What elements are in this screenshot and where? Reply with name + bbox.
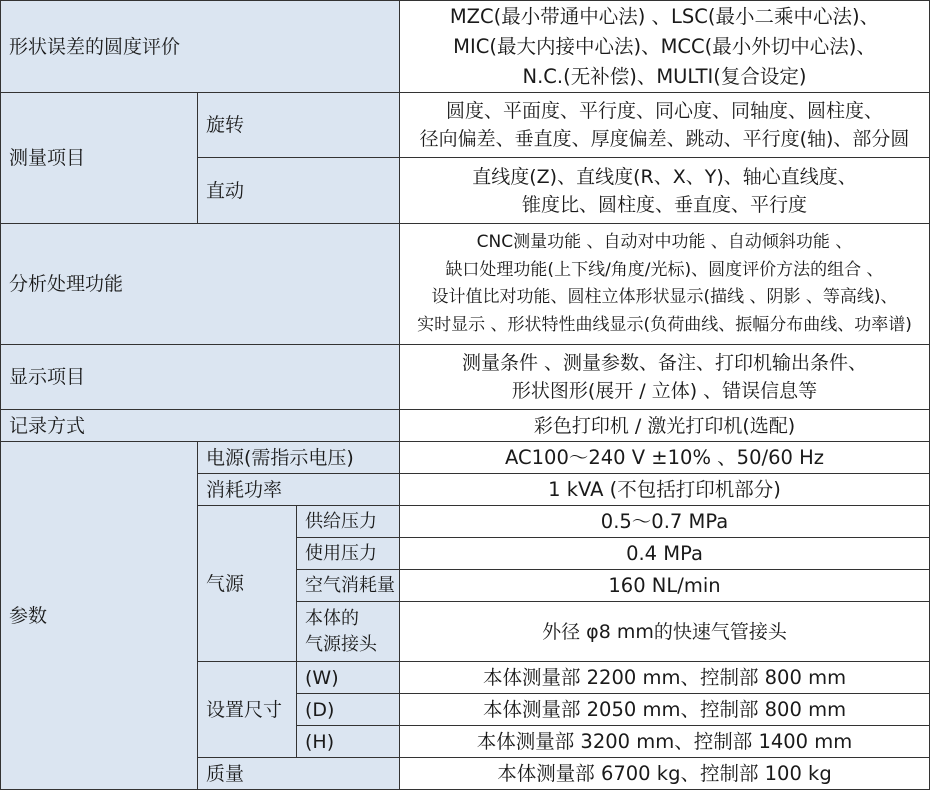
- params-label: 参数: [1, 442, 198, 790]
- table-row-measure-rotation: [1, 93, 930, 158]
- table-row-power: [1, 442, 930, 474]
- table-row-roundness: [1, 1, 930, 93]
- analysis-value: [400, 224, 930, 345]
- analysis-line-4: 实时显示 、形状特性曲线显示(负荷曲线、振幅分布曲线、功率谱): [417, 314, 912, 335]
- air-connector-label: [297, 602, 400, 662]
- roundness-line-1: MZC(最小带通中心法) 、LSC(最小二乘中心法)、: [449, 4, 880, 28]
- air-connector-value: 外径 φ8 mm的快速气管接头: [400, 602, 930, 662]
- analysis-line-2: 缺口处理功能(上下线/角度/光标)、圆度评价方法的组合 、: [445, 259, 884, 280]
- table-row-display: [1, 345, 930, 410]
- mass-value: 本体测量部 6700 kg、控制部 100 kg: [400, 758, 930, 790]
- air-connector-label-2: 气源接头: [305, 633, 377, 655]
- size-w-label: (W): [297, 662, 400, 694]
- measure-label: 测量项目: [1, 93, 198, 224]
- mass-label: 质量: [198, 758, 400, 790]
- roundness-label: 形状误差的圆度评价: [1, 1, 400, 93]
- air-consumption-label: 空气消耗量: [297, 570, 400, 602]
- linear-label: 直动: [198, 158, 400, 224]
- rotation-line-2: 径向偏差、垂直度、厚度偏差、跳动、平行度(轴)、部分圆: [419, 128, 910, 150]
- analysis-line-1: CNC测量功能 、自动对中功能 、自动倾斜功能 、: [476, 232, 853, 252]
- air-use-label: 使用压力: [297, 538, 400, 570]
- size-d-value: 本体测量部 2050 mm、控制部 800 mm: [400, 694, 930, 726]
- display-line-2: 形状图形(展开 / 立体) 、错误信息等: [511, 380, 818, 402]
- roundness-line-3: N.C.(无补偿)、MULTI(复合设定): [522, 64, 807, 88]
- analysis-label: 分析处理功能: [1, 224, 400, 345]
- size-d-label: (D): [297, 694, 400, 726]
- air-supply-label: 供给压力: [297, 506, 400, 538]
- air-supply-value: 0.5～0.7 MPa: [400, 506, 930, 538]
- size-h-label: (H): [297, 726, 400, 758]
- analysis-line-3: 设计值比对功能、圆柱立体形状显示(描线 、阴影 、等高线)、: [431, 287, 898, 307]
- air-label: 气源: [198, 506, 297, 662]
- display-line-1: 测量条件 、测量参数、备注、打印机输出条件、: [461, 352, 868, 374]
- rotation-value: [400, 93, 930, 158]
- air-use-value: 0.4 MPa: [400, 538, 930, 570]
- air-connector-label-1: 本体的: [305, 607, 359, 629]
- display-value: [400, 345, 930, 410]
- linear-line-2: 锥度比、圆柱度、垂直度、平行度: [521, 193, 807, 216]
- recording-label: 记录方式: [1, 410, 400, 442]
- rotation-line-1: 圆度、平面度、平行度、同心度、同轴度、圆柱度、: [445, 100, 883, 122]
- table-row-analysis: [1, 224, 930, 345]
- consumption-label: 消耗功率: [198, 474, 400, 506]
- roundness-line-2: MIC(最大内接中心法)、MCC(最小外切中心法)、: [453, 34, 876, 58]
- roundness-value: [400, 1, 930, 93]
- size-h-value: 本体测量部 3200 mm、控制部 1400 mm: [400, 726, 930, 758]
- size-w-value: 本体测量部 2200 mm、控制部 800 mm: [400, 662, 930, 694]
- rotation-label: 旋转: [198, 93, 400, 158]
- display-label: 显示项目: [1, 345, 400, 410]
- linear-value: [400, 158, 930, 224]
- table-row-recording: [1, 410, 930, 442]
- recording-value: 彩色打印机 / 激光打印机(选配): [400, 410, 930, 442]
- power-value: AC100～240 V ±10% 、50/60 Hz: [400, 442, 930, 474]
- power-label: 电源(需指示电压): [198, 442, 400, 474]
- linear-line-1: 直线度(Z)、直线度(R、X、Y)、轴心直线度、: [472, 165, 857, 188]
- size-label: 设置尺寸: [198, 662, 297, 758]
- consumption-value: 1 kVA (不包括打印机部分): [400, 474, 930, 506]
- air-consumption-value: 160 NL/min: [400, 570, 930, 602]
